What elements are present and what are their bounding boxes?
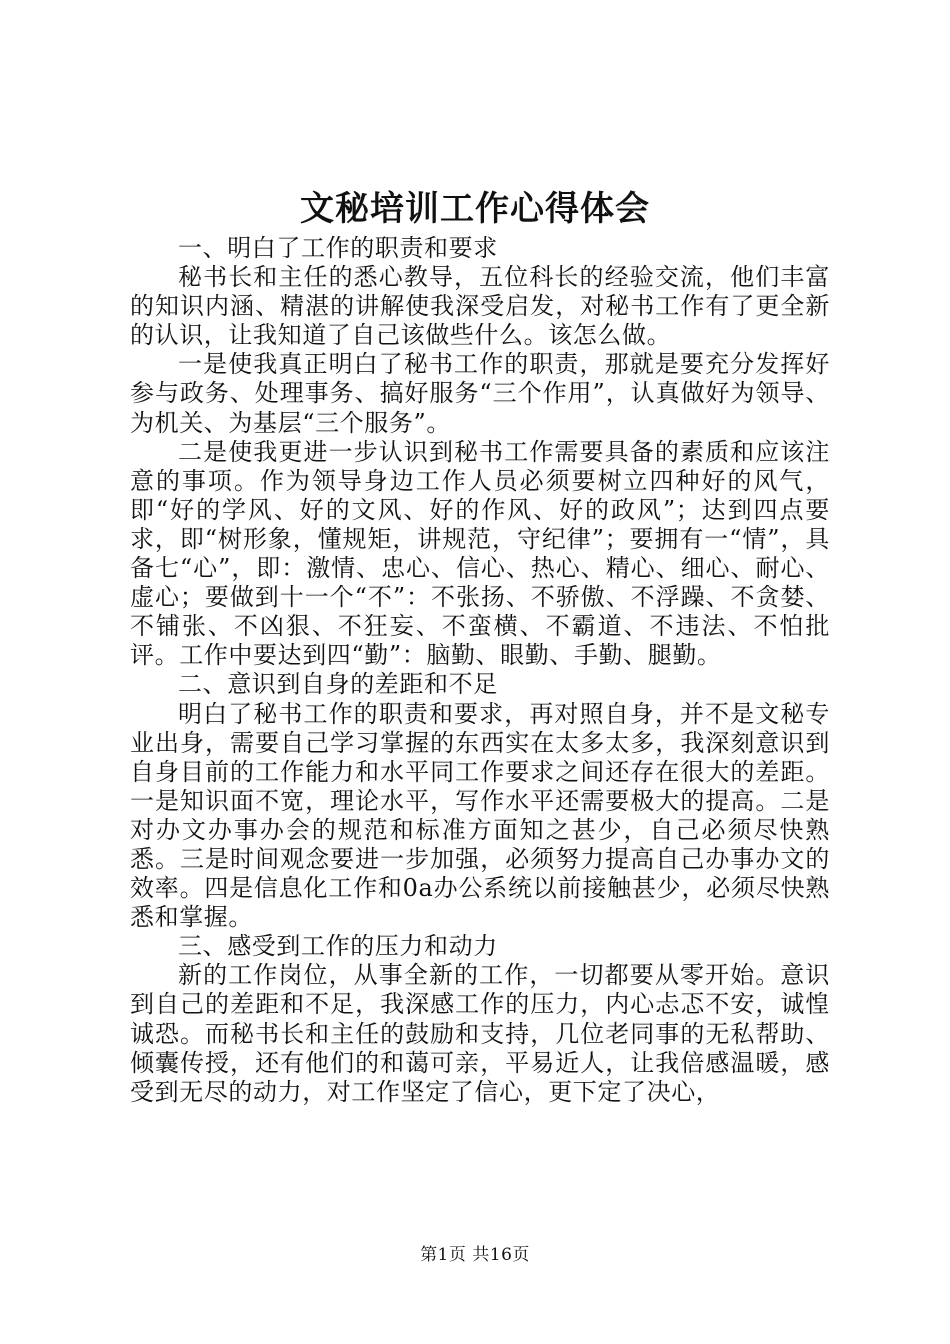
- body-paragraph: 二是使我更进一步认识到秘书工作需要具备的素质和应该注意的事项。作为领导身边工作人员必须要树立四种好的风气，即“好的学风、好的文风、好的作风、好的政风”；达到四点要求，即“树形象，懂规矩，讲规范，守纪律”；要拥有一“情”，具备七“心”，即：激情、忠心、信心、热心、精心、细心、耐心、虚心；要做到十一个“不”：不张扬、不骄傲、不浮躁、不贪婪、不铺张、不凶狠、不狂妄、不蛮横、不霸道、不违法、不怕批评。工作中要达到四“勤”：脑勤、眼勤、手勤、腿勤。: [130, 437, 830, 670]
- body-paragraph: 新的工作岗位，从事全新的工作，一切都要从零开始。意识到自己的差距和不足，我深感工作的压力，内心忐忑不安，诚惶诚恐。而秘书长和主任的鼓励和支持，几位老同事的无私帮助、倾囊传授，还有他们的和蔼可亲，平易近人，让我倍感温暖，感受到无尽的动力，对工作坚定了信心，更下定了决心，: [130, 961, 830, 1106]
- document-body: [130, 234, 830, 1107]
- section-heading-2: 二、意识到自身的差距和不足: [178, 670, 498, 699]
- section-heading-3: 三、感受到工作的压力和动力: [178, 932, 498, 961]
- body-paragraph: 秘书长和主任的悉心教导，五位科长的经验交流，他们丰富的知识内涵、精湛的讲解使我深受启发，对秘书工作有了更全新的认识，让我知道了自己该做些什么。该怎么做。: [130, 263, 830, 350]
- section-heading-1: 一、明白了工作的职责和要求: [178, 234, 498, 262]
- document-title: 文秘培训工作心得体会: [300, 189, 650, 229]
- page-footer: 第1页 共16页: [420, 1245, 530, 1265]
- body-paragraph: 明白了秘书工作的职责和要求，再对照自身，并不是文秘专业出身，需要自己学习掌握的东西实在太多太多，我深刻意识到自身目前的工作能力和水平同工作要求之间还存在很大的差距。一是知识面不宽，理论水平，写作水平还需要极大的提高。二是对办文办事办会的规范和标准方面知之甚少，自己必须尽快熟悉。三是时间观念要进一步加强，必须努力提高自己办事办文的效率。四是信息化工作和0a办公系统以前接触甚少，必须尽快熟悉和掌握。: [130, 699, 830, 932]
- body-paragraph: 一是使我真正明白了秘书工作的职责，那就是要充分发挥好参与政务、处理事务、搞好服务“三个作用”，认真做好为领导、为机关、为基层“三个服务”。: [130, 350, 830, 437]
